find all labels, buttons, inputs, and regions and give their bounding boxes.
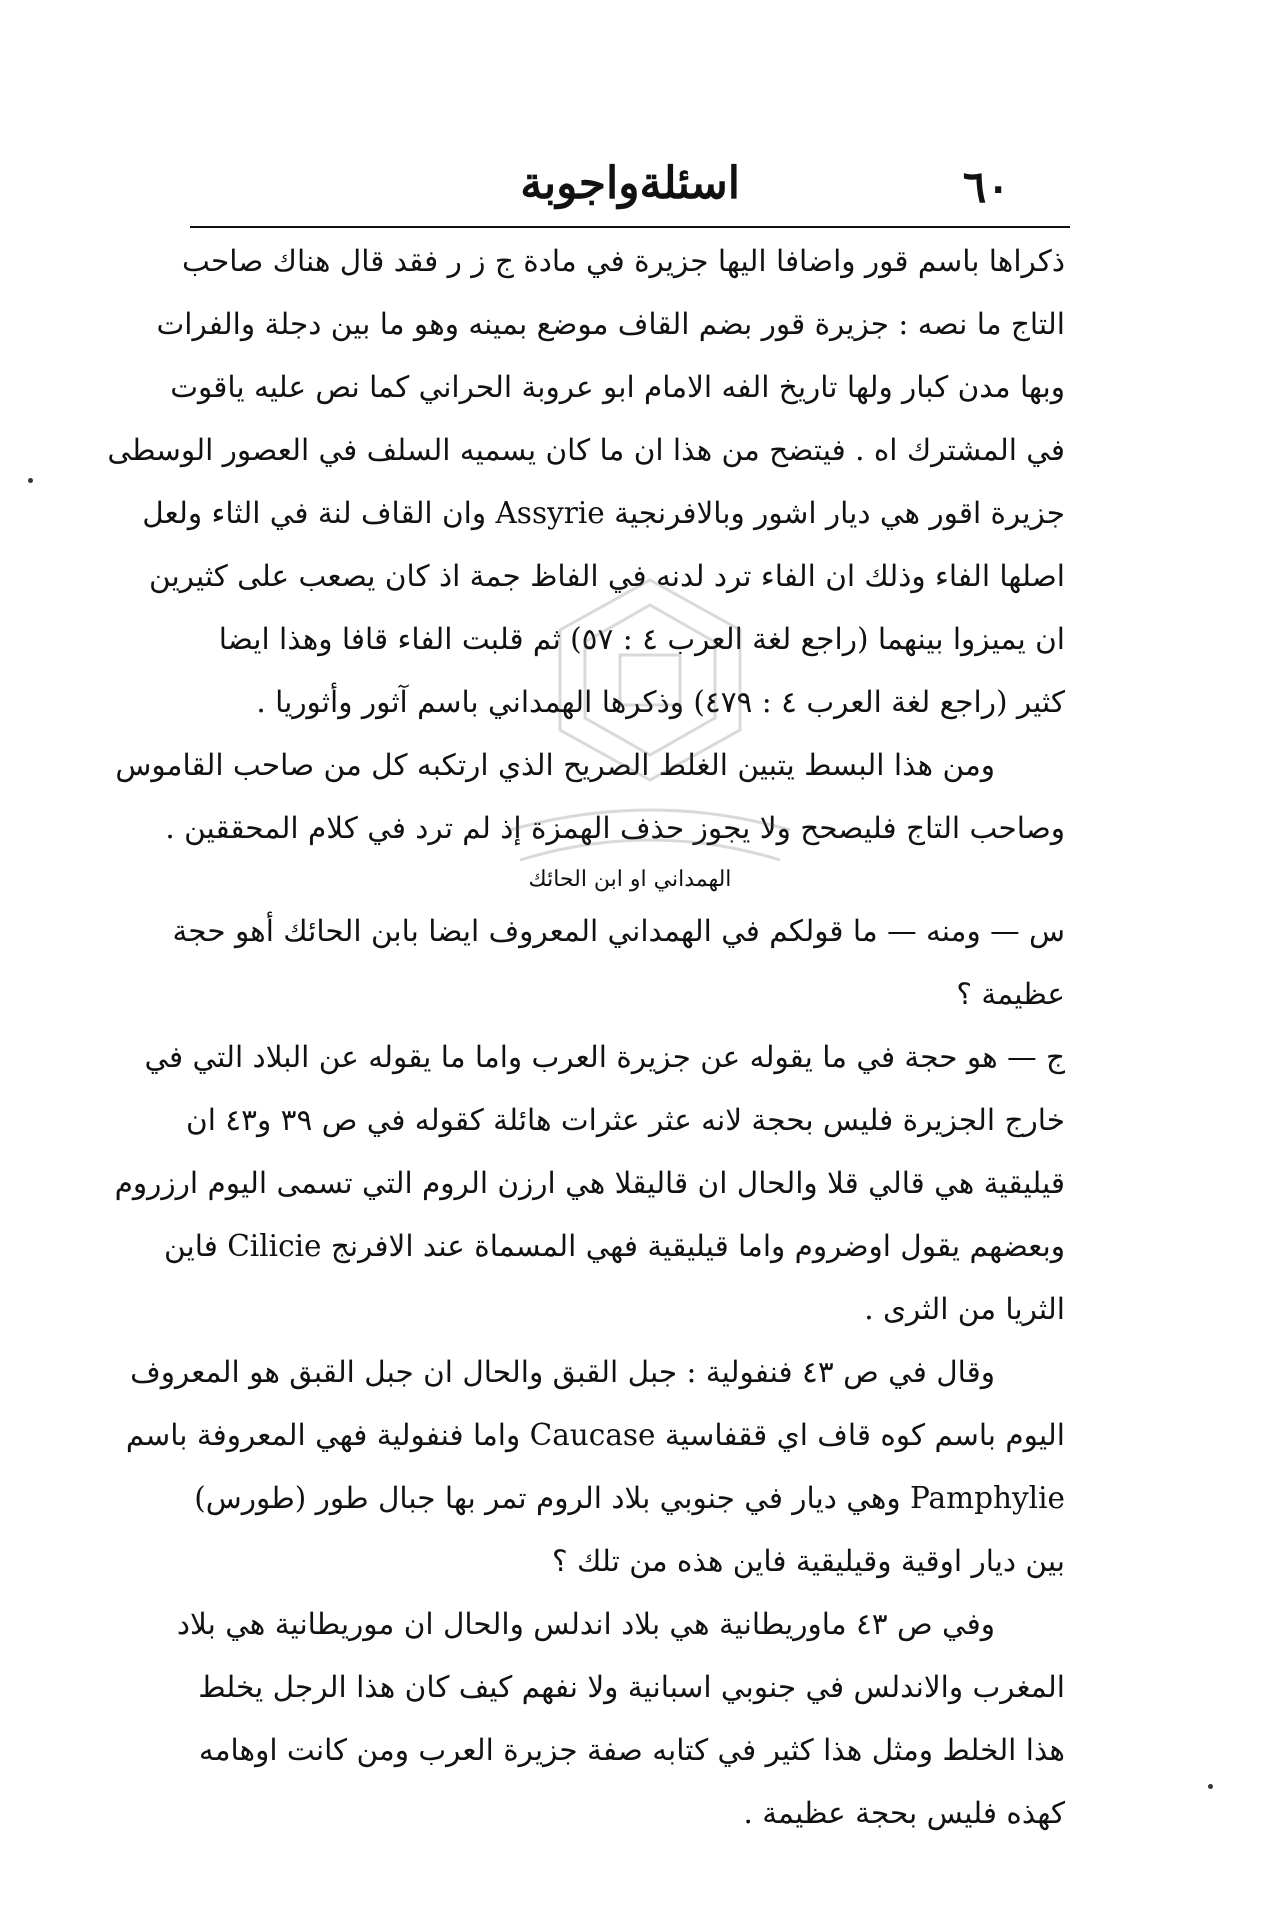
- text-line: الثريا من الثرى .: [864, 1292, 1065, 1326]
- section-heading: الهمداني او ابن الحائك: [528, 867, 732, 892]
- text-line: وقال في ص ٤٣ فنفولية : جبل القبق والحال ان جبل القبق هو المعروف: [130, 1355, 995, 1389]
- text-line: ومن هذا البسط يتبين الغلط الصريح الذي ارتكبه كل من صاحب القاموس: [115, 748, 995, 782]
- text-line: خارج الجزيرة فليس بحجة لانه عثر عثرات هائلة كقوله في ص ٣٩ و٤٣ ان: [186, 1103, 1065, 1137]
- text-line: وفي ص ٤٣ ماوريطانية هي بلاد اندلس والحال ان موريطانية هي بلاد: [176, 1607, 995, 1641]
- body-text: [107, 230, 1065, 1845]
- text-line: في المشترك اه . فيتضح من هذا ان ما كان يسميه السلف في العصور الوسطى: [107, 433, 1065, 467]
- text-line: كهذه فليس بحجة عظيمة .: [743, 1796, 1065, 1830]
- text-line: قيليقية هي قالي قلا والحال ان قاليقلا هي ارزن الروم التي تسمى اليوم ارزروم: [114, 1166, 1065, 1200]
- page-number: ٦٠: [962, 162, 1010, 213]
- text-line: وبعضهم يقول اوضروم واما قيليقية فهي المسماة عند الافرنج Cilicie فاين: [164, 1229, 1065, 1263]
- text-line: Pamphylie وهي ديار في جنوبي بلاد الروم تمر بها جبال طور (طورس): [194, 1481, 1065, 1515]
- page-header: [190, 158, 1070, 218]
- text-line: وبها مدن كبار ولها تاريخ الفه الامام ابو عروبة الحراني كما نص عليه ياقوت: [170, 370, 1065, 404]
- text-line: التاج ما نصه : جزيرة قور بضم القاف موضع بمينه وهو ما بين دجلة والفرات: [156, 307, 1065, 341]
- text-line: المغرب والاندلس في جنوبي اسبانية ولا نفهم كيف كان هذا الرجل يخلط: [198, 1670, 1065, 1704]
- answer-line: ج — هو حجة في ما يقوله عن جزيرة العرب واما ما يقوله عن البلاد التي في: [144, 1040, 1065, 1074]
- header-rule: [190, 226, 1070, 228]
- text-line: بين ديار اوقية وقيليقية فاين هذه من تلك ؟: [552, 1544, 1065, 1578]
- text-line: وصاحب التاج فليصحح ولا يجوز حذف الهمزة إذ لم ترد في كلام المحققين .: [165, 811, 1065, 845]
- text-line: هذا الخلط ومثل هذا كثير في كتابه صفة جزيرة العرب ومن كانت اوهامه: [198, 1733, 1065, 1767]
- question-line: س — ومنه — ما قولكم في الهمداني المعروف ايضا بابن الحائك أهو حجة: [172, 914, 1065, 948]
- question-line: عظيمة ؟: [956, 977, 1065, 1011]
- margin-speck: [1208, 1784, 1213, 1789]
- text-line: ان يميزوا بينهما (راجع لغة العرب ٤ : ٥٧) ثم قلبت الفاء قافا وهذا ايضا: [218, 622, 1065, 656]
- margin-speck: [28, 478, 33, 483]
- text-line: اصلها الفاء وذلك ان الفاء ترد لدنه في الفاظ جمة اذ كان يصعب على كثيرين: [149, 559, 1065, 593]
- text-line: كثير (راجع لغة العرب ٤ : ٤٧٩) وذكرها الهمداني باسم آثور وأثوريا .: [256, 685, 1065, 719]
- text-line: اليوم باسم كوه قاف اي ققفاسية Caucase واما فنفولية فهي المعروفة باسم: [125, 1418, 1065, 1452]
- text-line: ذكراها باسم قور واضافا اليها جزيرة في مادة ج ز ر فقد قال هناك صاحب: [182, 244, 1065, 278]
- running-title: اسئلةواجوبة: [520, 158, 740, 209]
- text-line: جزيرة اقور هي ديار اشور وبالافرنجية Assyrie وان القاف لنة في الثاء ولعل: [142, 496, 1065, 530]
